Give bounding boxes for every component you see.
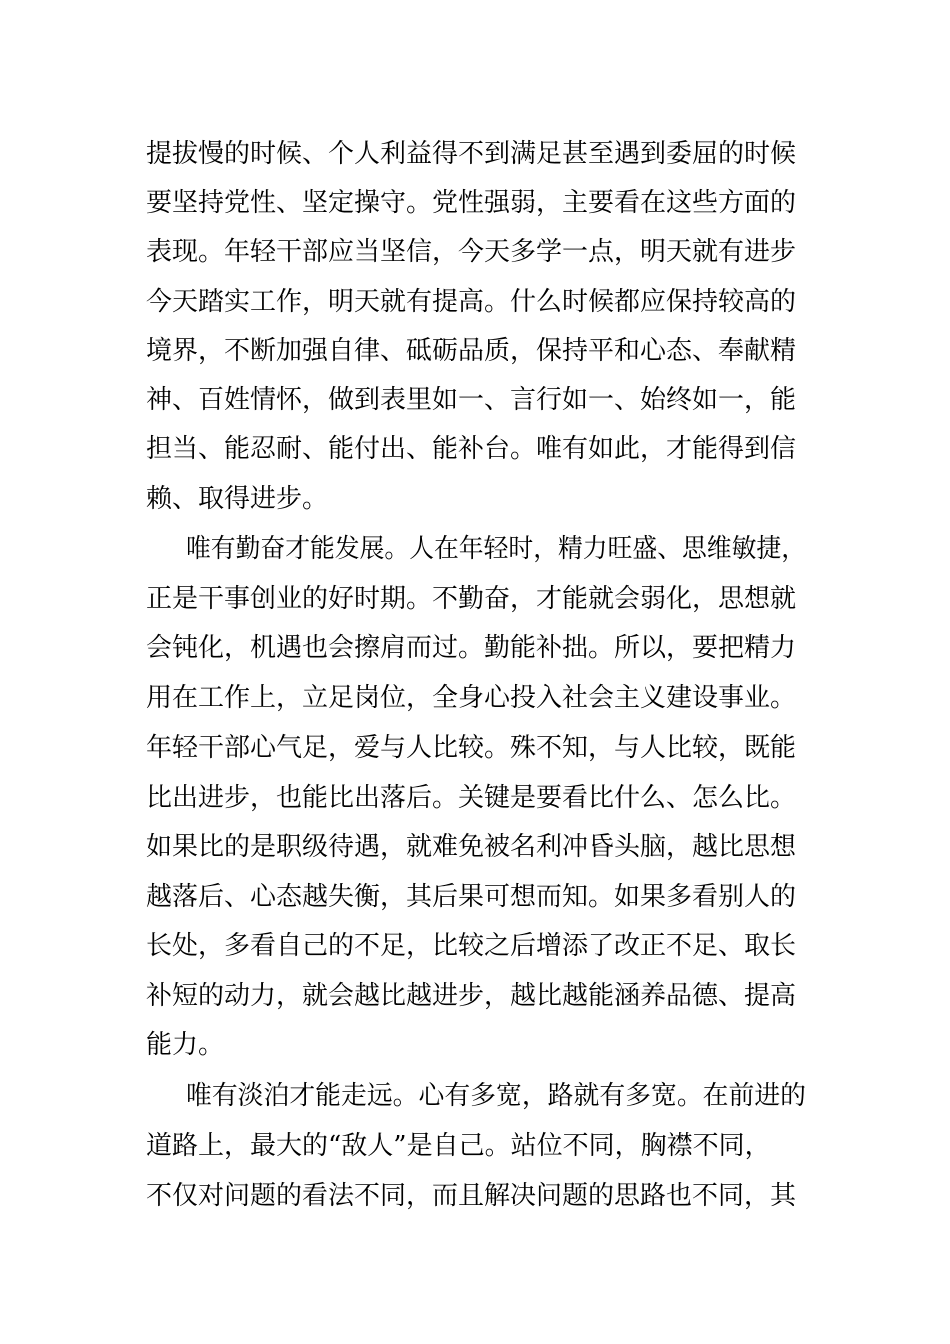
text-line: 长处，多看自己的不足，比较之后增添了改正不足、取长: [146, 931, 797, 961]
text-line: 神、百姓情怀，做到表里如一、言行如一、始终如一，能: [146, 385, 797, 415]
text-line: 赖、取得进步。: [146, 484, 329, 514]
text-line: 提拔慢的时候、个人利益得不到满足甚至遇到委屈的时候: [146, 139, 797, 169]
text-line: 表现。年轻干部应当坚信，今天多学一点，明天就有进步: [146, 237, 797, 267]
text-line: 用在工作上，立足岗位，全身心投入社会主义建设事业。: [146, 683, 797, 713]
text-line: 补短的动力，就会越比越进步，越比越能涵养品德、提高: [146, 981, 797, 1011]
text-line: 会钝化，机遇也会擦肩而过。勤能补拙。所以，要把精力: [146, 633, 797, 663]
text-line: 担当、能忍耐、能付出、能补台。唯有如此，才能得到信: [146, 434, 797, 464]
text-line: 年轻干部心气足，爱与人比较。殊不知，与人比较，既能: [146, 733, 797, 763]
text-line: 能力。: [146, 1030, 225, 1060]
text-line: 今天踏实工作，明天就有提高。什么时候都应保持较高的: [146, 287, 797, 317]
text-line: 如果比的是职级待遇，就难免被名利冲昏头脑，越比思想: [146, 832, 797, 862]
text-line: 不仅对问题的看法不同，而且解决问题的思路也不同，其: [146, 1181, 797, 1211]
paragraph-first-line: 唯有勤奋才能发展。人在年轻时，精力旺盛、思维敏捷，: [186, 534, 807, 564]
paragraph-first-line: 唯有淡泊才能走远。心有多宽，路就有多宽。在前进的: [186, 1081, 807, 1111]
text-line: 境界，不断加强自律、砥砺品质，保持平和心态、奉献精: [146, 336, 797, 366]
text-line: 比出进步，也能比出落后。关键是要看比什么、怎么比。: [146, 783, 797, 813]
text-line: 越落后、心态越失衡，其后果可想而知。如果多看别人的: [146, 882, 797, 912]
text-line: 正是干事创业的好时期。不勤奋，才能就会弱化，思想就: [146, 584, 797, 614]
text-line: 道路上，最大的“敌人”是自己。站位不同，胸襟不同，: [146, 1131, 771, 1161]
text-line: 要坚持党性、坚定操守。党性强弱，主要看在这些方面的: [146, 188, 797, 218]
